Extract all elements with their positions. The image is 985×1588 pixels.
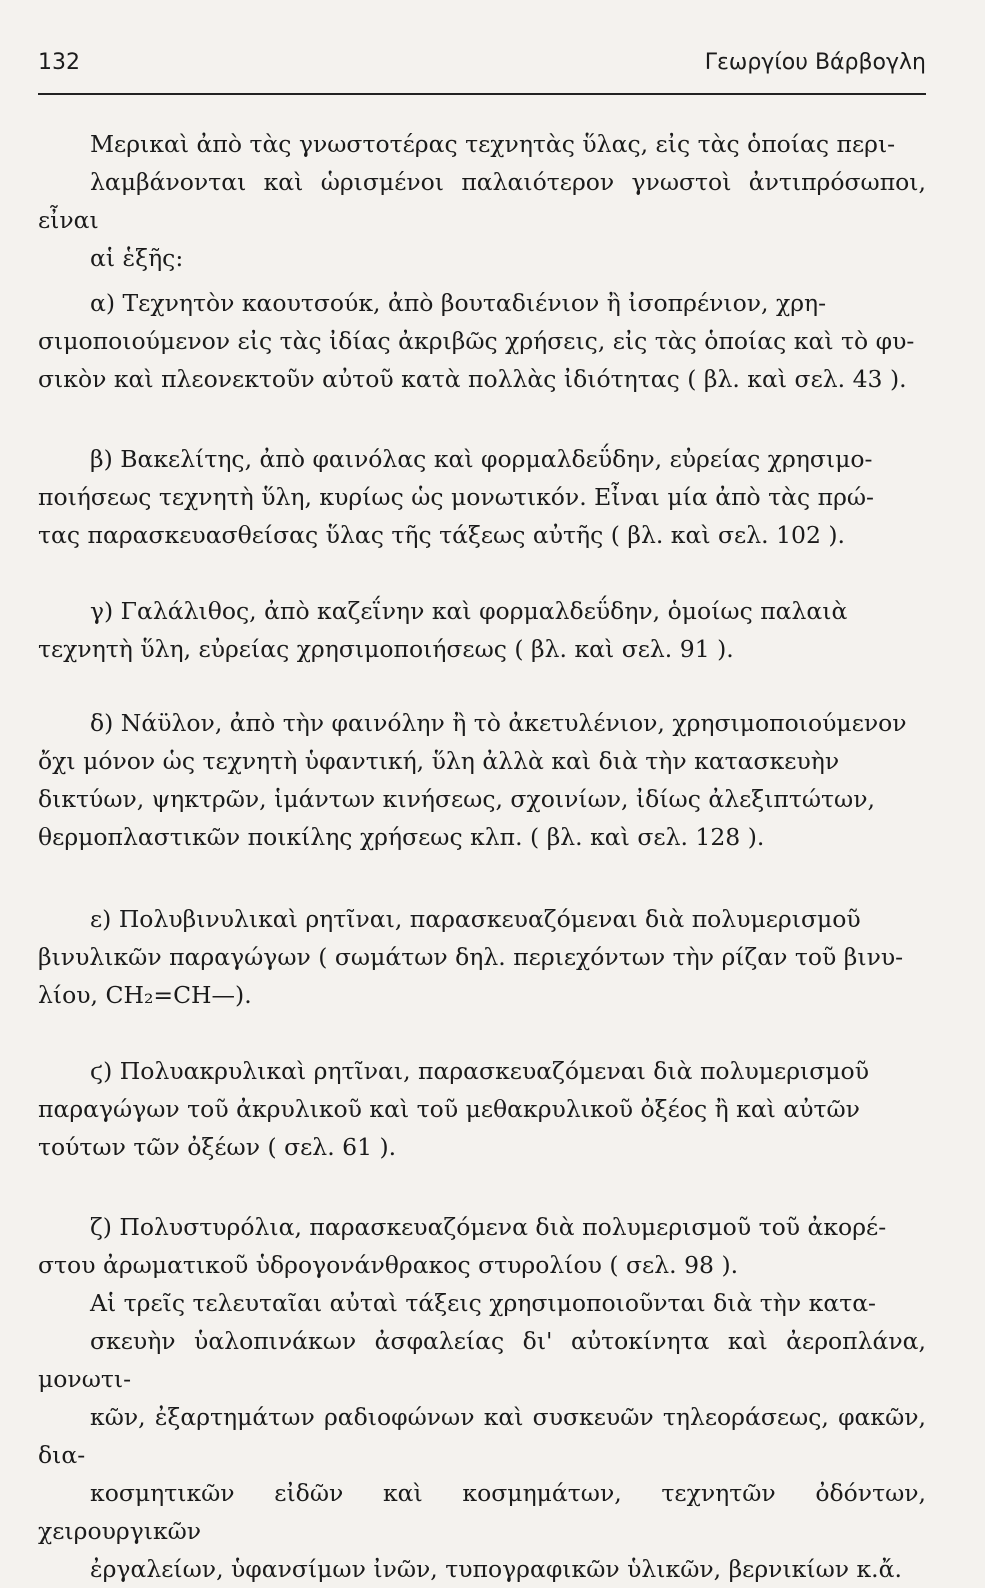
text-line: κῶν, ἐξαρτημάτων ραδιοφώνων καὶ συσκευῶν τηλεοράσεως, φακῶν, δια- <box>38 1403 926 1469</box>
text-line: ἐργαλείων, ὑφανσίμων ἰνῶν, τυπογραφικῶν ὑλικῶν, βερνικίων κ.ἄ. <box>90 1555 902 1583</box>
page-number: 132 <box>38 50 80 75</box>
item-zeta <box>38 1208 926 1284</box>
text-line: παραγώγων τοῦ ἀκρυλικοῦ καὶ τοῦ μεθακρυλικοῦ ὀξέος ἢ καὶ αὐτῶν <box>38 1095 860 1123</box>
closing-paragraph <box>38 1284 926 1588</box>
running-title: Γεωργίου Βάρβογλη <box>704 50 926 75</box>
item-beta <box>38 440 926 554</box>
header-rule <box>38 93 926 95</box>
text-line: λίου, CH₂=CH—). <box>38 981 252 1009</box>
item-delta <box>38 704 926 856</box>
text-line: τεχνητὴ ὕλη, εὐρείας χρησιμοποιήσεως ( βλ. καὶ σελ. 91 ). <box>38 635 734 663</box>
text-line: γ) Γαλάλιθος, ἀπὸ καζεΐνην καὶ φορμαλδεΰδην, ὁμοίως παλαιὰ <box>90 597 848 625</box>
intro-paragraph <box>38 125 926 277</box>
text-line: Αἱ τρεῖς τελευταῖαι αὐταὶ τάξεις χρησιμοποιοῦνται διὰ τὴν κατα- <box>90 1289 876 1317</box>
text-line: λαμβάνονται καὶ ὡρισμένοι παλαιότερον γνωστοὶ ἀντιπρόσωποι, εἶναι <box>38 168 926 234</box>
text-line: Μερικαὶ ἀπὸ τὰς γνωστοτέρας τεχνητὰς ὕλας, εἰς τὰς ὁποίας περι- <box>90 130 896 158</box>
text-line: σιμοποιούμενον εἰς τὰς ἰδίας ἀκριβῶς χρήσεις, εἰς τὰς ὁποίας καὶ τὸ φυ- <box>38 327 915 355</box>
text-line: σκευὴν ὑαλοπινάκων ἀσφαλείας δι' αὐτοκίνητα καὶ ἀεροπλάνα, μονωτι- <box>38 1327 926 1393</box>
item-gamma <box>38 592 926 668</box>
text-line: δικτύων, ψηκτρῶν, ἱμάντων κινήσεως, σχοινίων, ἰδίως ἀλεξιπτώτων, <box>38 785 875 813</box>
text-line: δ) Νάϋλον, ἀπὸ τὴν φαινόλην ἢ τὸ ἀκετυλένιον, χρησιμοποιούμενον <box>90 709 907 737</box>
text-line: ε) Πολυβινυλικαὶ ρητῖναι, παρασκευαζόμεναι διὰ πολυμερισμοῦ <box>90 905 861 933</box>
text-line: στου ἀρωματικοῦ ὑδρογονάνθρακος στυρολίου ( σελ. 98 ). <box>38 1251 739 1279</box>
text-line: ζ) Πολυστυρόλια, παρασκευαζόμενα διὰ πολυμερισμοῦ τοῦ ἀκορέ- <box>90 1213 887 1241</box>
text-line: αἱ ἑξῆς: <box>90 244 184 272</box>
text-line: κοσμητικῶν εἰδῶν καὶ κοσμημάτων, τεχνητῶν ὀδόντων, χειρουργικῶν <box>38 1479 926 1545</box>
text-line: σικὸν καὶ πλεονεκτοῦν αὐτοῦ κατὰ πολλὰς ἰδιότητας ( βλ. καὶ σελ. 43 ). <box>38 365 907 393</box>
page-header <box>38 46 926 86</box>
text-line: ϛ) Πολυακρυλικαὶ ρητῖναι, παρασκευαζόμεναι διὰ πολυμερισμοῦ <box>90 1057 869 1085</box>
text-line: α) Τεχνητὸν καουτσούκ, ἀπὸ βουταδιένιον ἢ ἰσοπρένιον, χρη- <box>90 289 827 317</box>
item-epsilon <box>38 900 926 1014</box>
text-line: ποιήσεως τεχνητὴ ὕλη, κυρίως ὡς μονωτικόν. Εἶναι μία ἀπὸ τὰς πρώ- <box>38 483 874 511</box>
text-line: βινυλικῶν παραγώγων ( σωμάτων δηλ. περιεχόντων τὴν ρίζαν τοῦ βινυ- <box>38 943 904 971</box>
text-line: τούτων τῶν ὀξέων ( σελ. 61 ). <box>38 1133 397 1161</box>
text-line: β) Βακελίτης, ἀπὸ φαινόλας καὶ φορμαλδεΰδην, εὐρείας χρησιμο- <box>90 445 873 473</box>
text-line: θερμοπλαστικῶν ποικίλης χρήσεως κλπ. ( βλ. καὶ σελ. 128 ). <box>38 823 765 851</box>
item-alpha <box>38 284 926 398</box>
item-stigma <box>38 1052 926 1166</box>
text-line: τας παρασκευασθείσας ὕλας τῆς τάξεως αὐτῆς ( βλ. καὶ σελ. 102 ). <box>38 521 846 549</box>
text-line: ὄχι μόνον ὡς τεχνητὴ ὑφαντική, ὕλη ἀλλὰ καὶ διὰ τὴν κατασκευὴν <box>38 747 840 775</box>
